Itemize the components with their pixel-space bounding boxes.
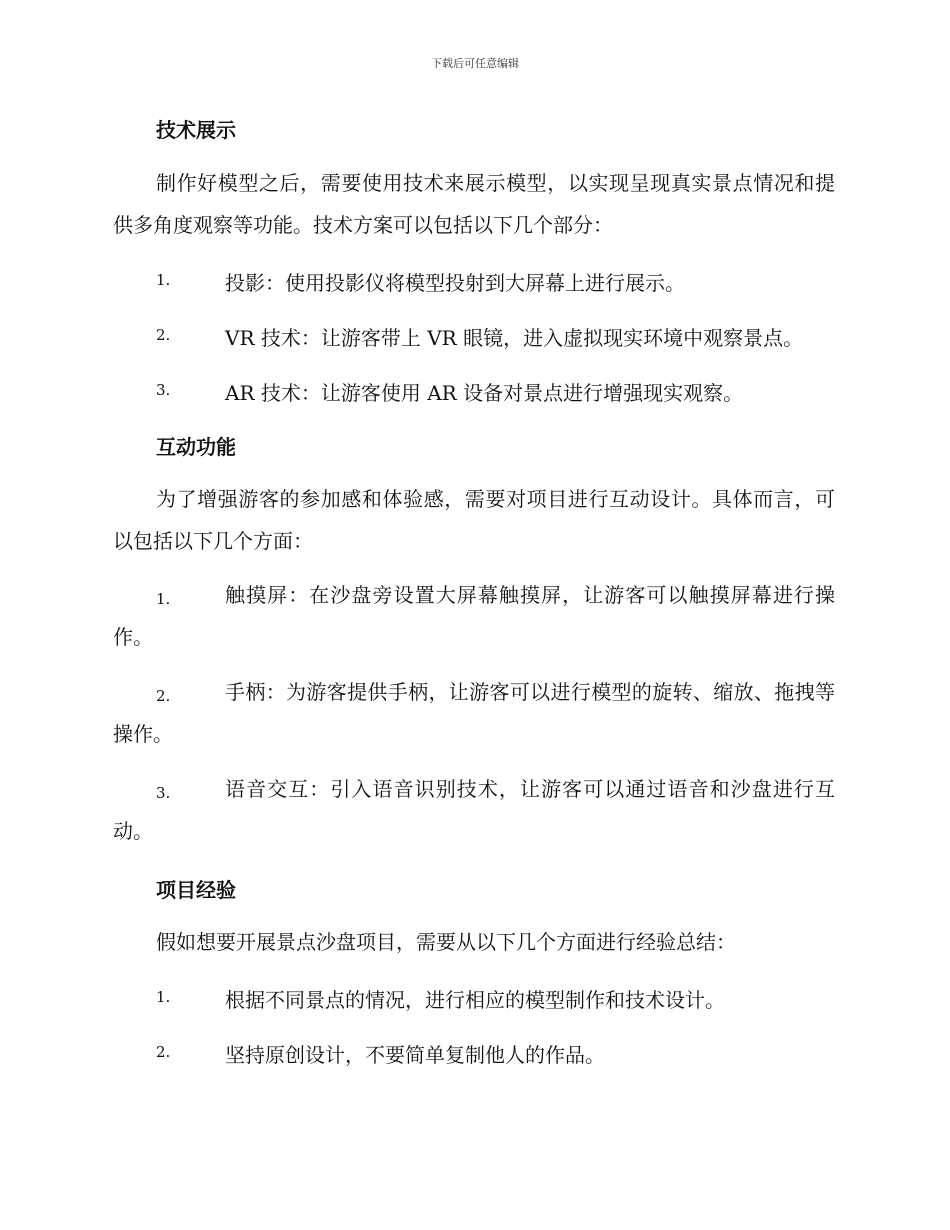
- interaction-item-3-text: 语音交互：引入语音识别技术，让游客可以通过语音和沙盘进行互动。: [113, 777, 835, 843]
- section-heading-experience: 项目经验: [156, 878, 236, 902]
- page-header: 下载后可任意编辑: [431, 57, 519, 70]
- interaction-item-2-text: 手柄：为游客提供手柄，让游客可以进行模型的旋转、缩放、拖拽等操作。: [113, 680, 835, 746]
- experience-item-2-text: 坚持原创设计，不要简单复制他人的作品。: [225, 1043, 605, 1067]
- tech-item-2-text: VR 技术：让游客带上 VR 眼镜，进入虚拟现实环境中观察景点。: [225, 326, 804, 350]
- interaction-item-2-number: 2.: [156, 687, 171, 705]
- tech-item-3-text: AR 技术：让游客使用 AR 设备对景点进行增强现实观察。: [225, 381, 744, 405]
- interaction-item-3: [113, 768, 835, 852]
- interaction-intro-paragraph: 为了增强游客的参加感和体验感，需要对项目进行互动设计。具体而言，可以包括以下几个方面：: [113, 487, 835, 553]
- section-heading-interaction: 互动功能: [156, 435, 236, 459]
- experience-item-1-text: 根据不同景点的情况，进行相应的模型制作和技术设计。: [225, 988, 725, 1012]
- experience-item-2-number: 2.: [156, 1043, 171, 1061]
- experience-item-1-number: 1.: [156, 988, 171, 1006]
- interaction-item-1-number: 1.: [156, 590, 171, 608]
- interaction-item-3-number: 3.: [156, 784, 171, 802]
- tech-item-1-number: 1.: [156, 271, 171, 289]
- tech-item-3-number: 3.: [156, 381, 171, 399]
- interaction-item-2: [113, 671, 835, 755]
- section-heading-tech: 技术展示: [156, 118, 236, 142]
- interaction-item-1-text: 触摸屏：在沙盘旁设置大屏幕触摸屏，让游客可以触摸屏幕进行操作。: [113, 583, 835, 649]
- interaction-item-1: [113, 574, 835, 658]
- tech-item-1-text: 投影：使用投影仪将模型投射到大屏幕上进行展示。: [225, 271, 685, 295]
- tech-intro-paragraph: 制作好模型之后，需要使用技术来展示模型，以实现呈现真实景点情况和提供多角度观察等功能。技术方案可以包括以下几个部分：: [113, 171, 835, 237]
- experience-intro-paragraph: 假如想要开展景点沙盘项目，需要从以下几个方面进行经验总结：: [156, 930, 736, 954]
- tech-item-2-number: 2.: [156, 326, 171, 344]
